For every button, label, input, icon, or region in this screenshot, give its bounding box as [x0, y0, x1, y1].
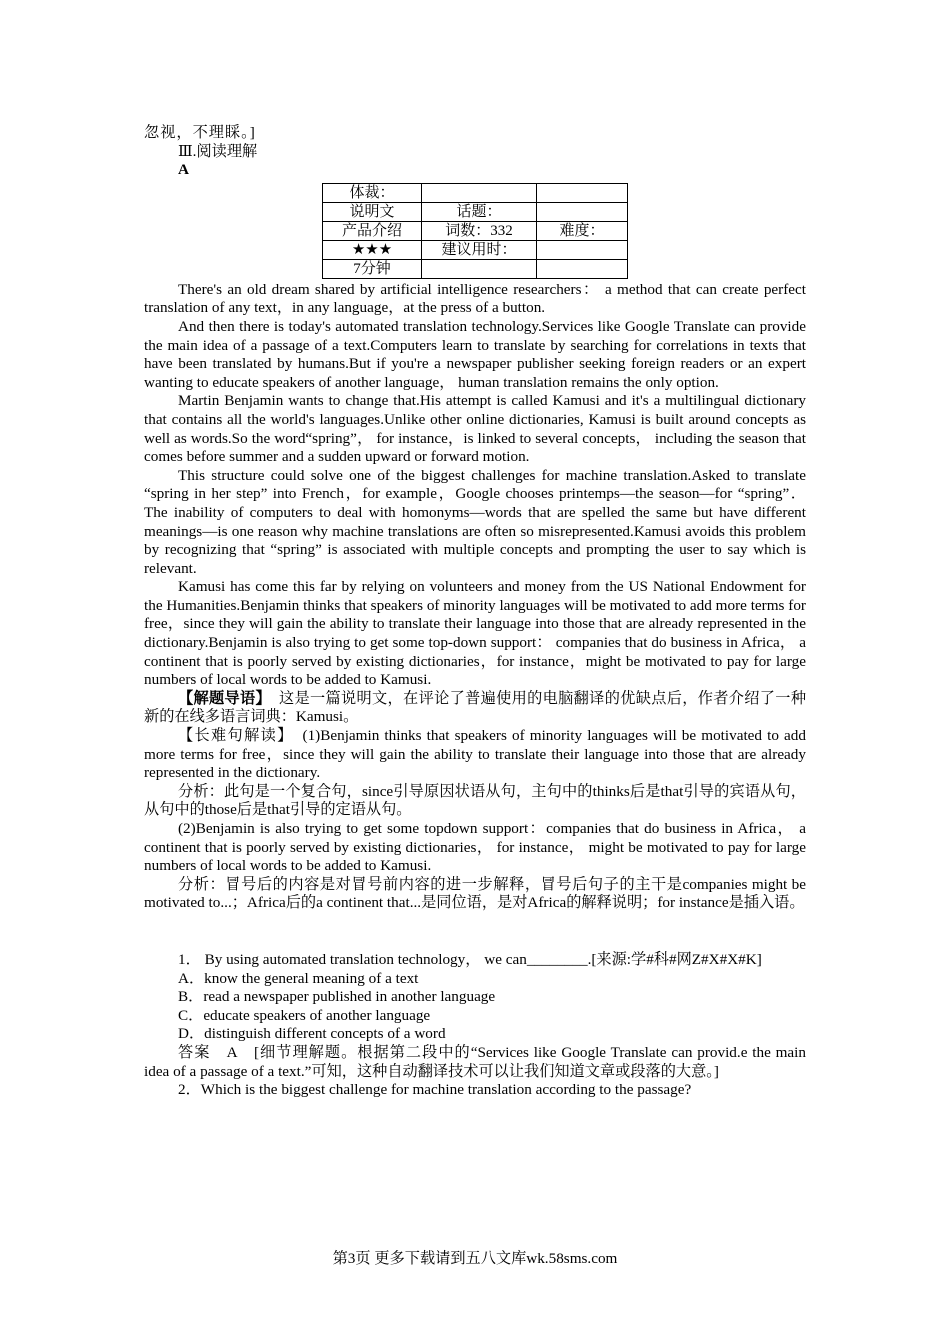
- question-1-option-d: D．distinguish different concepts of a word: [178, 1025, 446, 1043]
- table-row: [323, 183, 628, 202]
- table-cell: 话题：: [422, 202, 537, 221]
- table-row: [323, 202, 628, 221]
- table-cell: [537, 240, 628, 259]
- passage-paragraph-2: And then there is today's automated translation technology.Services like Google Translate can provide the main idea of a passage of a text.Computers learn to translate by searching for correlations in texts that have been translated by humans.But if you're a newspaper publisher seeking foreign readers or an expert wanting to educate speakers of another language， human translation remains the only option.: [144, 317, 806, 391]
- intro-tail: 忽视，不理睬。]: [144, 124, 256, 141]
- page-footer: 第3页 更多下载请到五八文库wk.58sms.com: [332, 1250, 618, 1267]
- table-cell: [537, 183, 628, 202]
- document-page: [144, 124, 806, 1100]
- question-1-option-b: B．read a newspaper published in another language: [178, 988, 496, 1006]
- guide-text: 这是一篇说明文，在评论了普遍使用的电脑翻译的优缺点后，作者介绍了一种新的在线多语言词典：Kamusi。: [144, 689, 807, 726]
- table-cell: [422, 183, 537, 202]
- part-label: A: [178, 161, 189, 179]
- table-cell: 词数：332: [422, 221, 537, 240]
- table-cell: 体裁：: [323, 183, 422, 202]
- long-sentence-label: 【长难句解读】: [178, 727, 287, 745]
- question-1-option-a: A．know the general meaning of a text: [178, 969, 419, 987]
- table-cell: [422, 259, 537, 278]
- table-cell: 产品介绍: [323, 221, 422, 240]
- table-cell: ★★★: [323, 240, 422, 259]
- table-row: [323, 259, 628, 278]
- question-2-stem: 2．Which is the biggest challenge for machine translation according to the passage?: [178, 1081, 692, 1099]
- analysis-1: 分析：此句是一个复合句，since引导原因状语从句，主句中的thinks后是that引导的宾语从句，从句中的those后是that引导的定语从句。: [144, 782, 806, 819]
- long-sentence-paragraph: [144, 727, 806, 783]
- long-sentence-1: (1)Benjamin thinks that speakers of minority languages will be motivated to add more terms for free，since they will gain the ability to translate their language into those that are already represented in the dictionary.: [144, 727, 806, 782]
- table-cell: 7分钟: [323, 259, 422, 278]
- table-row: [323, 240, 628, 259]
- table-cell: 说明文: [323, 202, 422, 221]
- info-table: [322, 183, 628, 279]
- table-row: [323, 221, 628, 240]
- passage-paragraph-1: There's an old dream shared by artificial intelligence researchers： a method that can create perfect translation of any text，in any language，at the press of a button.: [144, 280, 806, 317]
- analysis-2: 分析：冒号后的内容是对冒号前内容的进一步解释，冒号后句子的主干是companies might be motivated to...；Africa后的a continent that...是同位语，是对Africa的解释说明；for instance是插入语。: [144, 875, 806, 912]
- table-cell: 难度：: [537, 221, 628, 240]
- passage-paragraph-5: Kamusi has come this far by relying on volunteers and money from the US National Endowment for the Humanities.Benjamin thinks that speakers of minority languages will be motivated to add more terms for free，since they will gain the ability to translate their language into those that are already represented in the dictionary.Benjamin is also trying to get some top-down support： companies that do business in Africa， a continent that is poorly served by existing dictionaries，for instance，might be motivated to pay for large numbers of local words to be added to Kamusi.: [144, 578, 806, 689]
- long-sentence-2: (2)Benjamin is also trying to get some topdown support：companies that do business in Africa， a continent that is poorly served by existing dictionaries， for instance， might be motivated to pay for large numbers of local words to be added to Kamusi.: [144, 820, 806, 875]
- passage-paragraph-3: Martin Benjamin wants to change that.His attempt is called Kamusi and it's a multilingual dictionary that contains all the world's languages.Unlike other online dictionaries, Kamusi is built around concepts as well as words.So the word“spring”， for instance，is linked to several concepts， including the season that comes before summer and a sudden upward or forward motion.: [144, 392, 806, 466]
- guide-label: 【解题导语】: [178, 689, 264, 707]
- section-title: Ⅲ.阅读理解: [178, 142, 258, 160]
- question-1-stem: 1． By using automated translation technology， we can________.[来源:学#科#网Z#X#X#K]: [178, 950, 762, 968]
- table-cell: [537, 202, 628, 221]
- question-1-option-c: C．educate speakers of another language: [178, 1006, 431, 1024]
- table-cell: [537, 259, 628, 278]
- question-1-answer: 答案 A [细节理解题。根据第二段中的“Services like Google Translate can provid.e the main idea of a passage of a text.”可知，这种自动翻译技术可以让我们知道文章或段落的大意。]: [144, 1043, 806, 1080]
- table-cell: 建议用时：: [422, 240, 537, 259]
- spacer: [144, 913, 806, 951]
- passage-paragraph-4: This structure could solve one of the biggest challenges for machine translation.Asked to translate “spring in her step” into French，for example，Google chooses printemps—the season—for “spring”． The inability of computers to deal with homonyms—words that are spelled the same but have different meanings—is one reason why machine translations are often so misrepresented.Kamusi avoids this problem by recognizing that “spring” is associated with multiple concepts and prompting the user to say which is relevant.: [144, 466, 806, 577]
- guide-paragraph: [144, 690, 806, 727]
